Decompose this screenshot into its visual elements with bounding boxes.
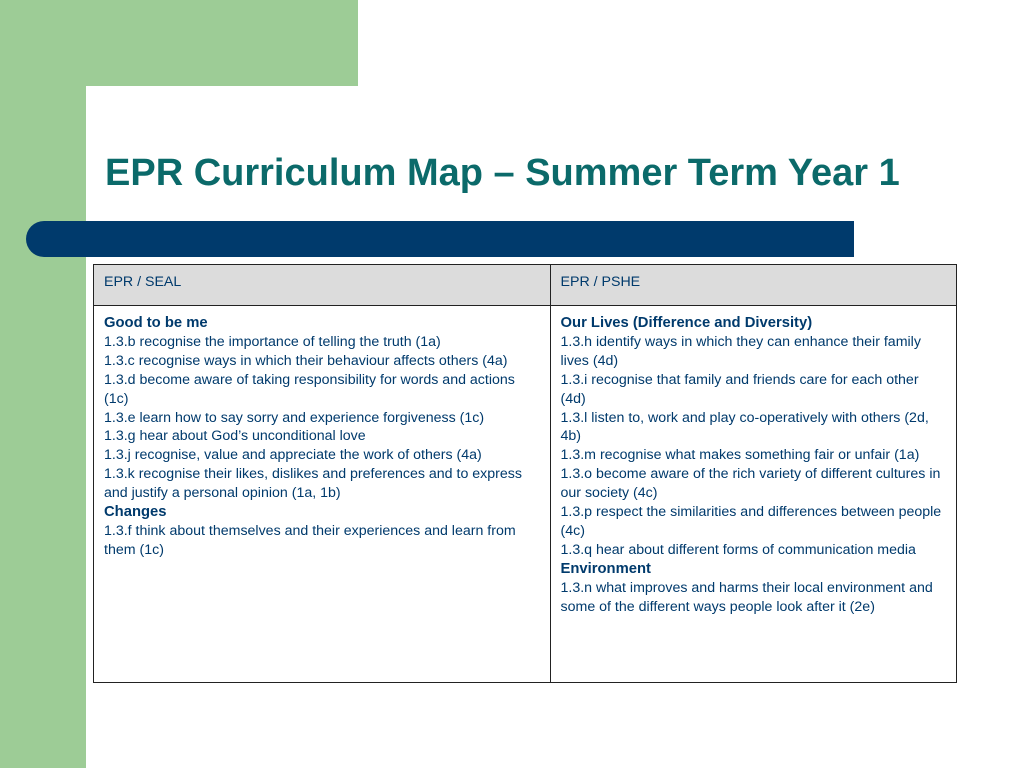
cell-epr-pshe: [550, 306, 956, 683]
decor-green-strip: [0, 0, 86, 768]
list-item: 1.3.g hear about God’s unconditional love: [104, 428, 366, 445]
list-item: 1.3.m recognise what makes something fair or unfair (1a): [560, 447, 920, 464]
list-item: 1.3.d become aware of taking responsibility for words and actions (1c): [104, 371, 515, 407]
section-heading-changes: Changes: [104, 504, 167, 521]
list-item: 1.3.n what improves and harms their local environment and some of the different ways people look after it (2e): [560, 579, 933, 615]
table-row: [94, 306, 957, 683]
list-item: 1.3.k recognise their likes, dislikes and preferences and to express and justify a personal opinion (1a, 1b): [104, 466, 522, 502]
list-item: 1.3.c recognise ways in which their behaviour affects others (4a): [104, 352, 508, 369]
curriculum-table: [93, 264, 957, 683]
decor-title-bar: [26, 221, 854, 257]
header-epr-seal: EPR / SEAL: [94, 265, 551, 306]
list-item: 1.3.e learn how to say sorry and experience forgiveness (1c): [104, 409, 485, 426]
list-item: 1.3.q hear about different forms of communication media: [560, 541, 916, 558]
cell-epr-seal: [94, 306, 551, 683]
table-header-row: [94, 265, 957, 306]
list-item: 1.3.o become aware of the rich variety of different cultures in our society (4c): [560, 466, 941, 502]
list-item: 1.3.b recognise the importance of telling the truth (1a): [104, 333, 441, 350]
list-item: 1.3.l listen to, work and play co-operatively with others (2d, 4b): [560, 409, 929, 445]
section-heading-environment: Environment: [560, 560, 651, 577]
list-item: 1.3.i recognise that family and friends care for each other (4d): [560, 371, 919, 407]
slide-title: EPR Curriculum Map – Summer Term Year 1: [105, 152, 900, 194]
header-epr-pshe: EPR / PSHE: [550, 265, 956, 306]
list-item: 1.3.h identify ways in which they can enhance their family lives (4d): [560, 333, 921, 369]
section-heading-our-lives: Our Lives (Difference and Diversity): [560, 315, 813, 331]
list-item: 1.3.f think about themselves and their experiences and learn from them (1c): [104, 522, 516, 558]
list-item: 1.3.j recognise, value and appreciate the work of others (4a): [104, 447, 482, 464]
list-item: 1.3.p respect the similarities and differences between people (4c): [560, 504, 942, 539]
section-heading-good-to-be-me: Good to be me: [104, 315, 208, 331]
